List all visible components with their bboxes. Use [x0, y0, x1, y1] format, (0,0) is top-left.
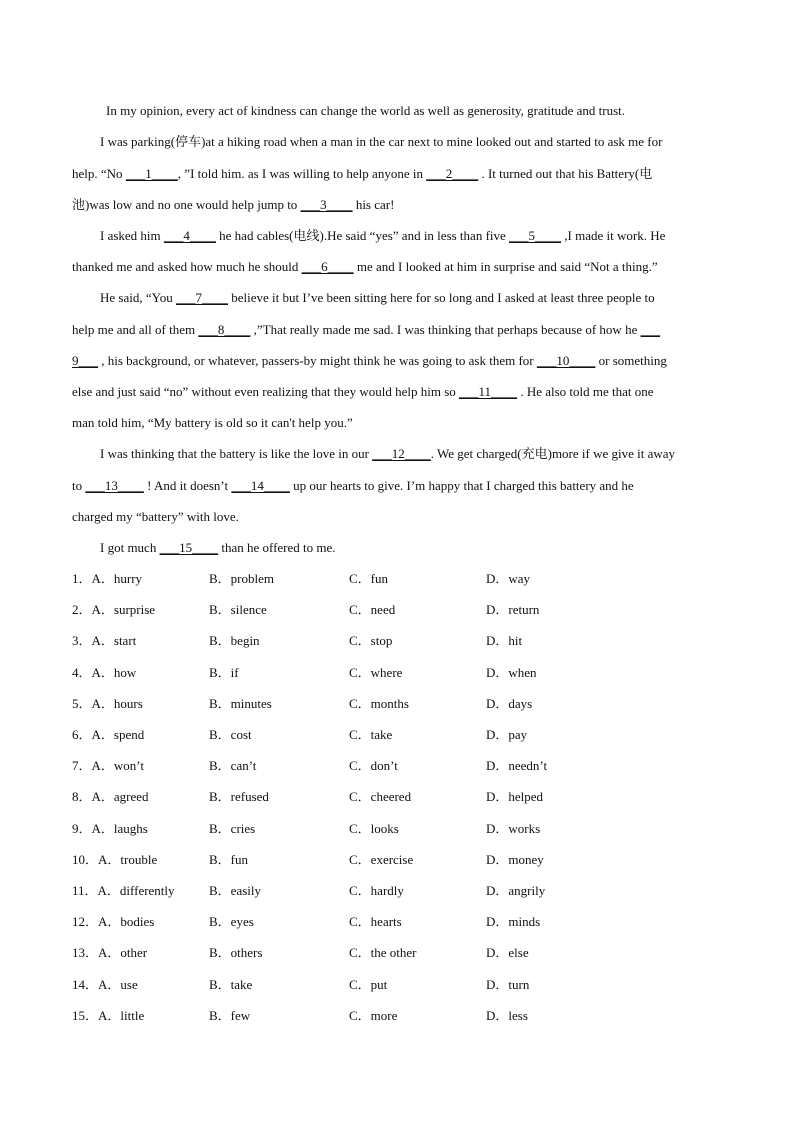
question-11-option-c: [349, 883, 404, 899]
question-6-option-c: [349, 727, 392, 743]
question-number: 9．A．: [72, 821, 114, 836]
question-number: 6．A．: [72, 727, 114, 742]
passage-text: help me and all of them: [72, 322, 199, 337]
question-3-option-d: [486, 633, 522, 649]
question-4-option-b: [209, 665, 239, 681]
question-10-option-d: [486, 852, 544, 868]
passage-text: . It turned out that his Battery(电: [478, 166, 653, 181]
option-text: D．less: [486, 1008, 528, 1023]
passage-line-5: [100, 228, 665, 244]
question-number: 12．A．: [72, 914, 121, 929]
question-12-option-a: [72, 914, 154, 930]
question-3-option-c: [349, 633, 392, 649]
question-number: 15．A．: [72, 1008, 121, 1023]
option-text: C．put: [349, 977, 388, 992]
option-text: D．way: [486, 571, 531, 586]
option-text: C．hearts: [349, 914, 402, 929]
blank-9-start: ___: [640, 322, 661, 337]
question-12-option-d: [486, 914, 540, 930]
passage-text: I asked him: [100, 228, 164, 243]
question-15-option-d: [486, 1008, 528, 1024]
option-text: D．when: [486, 665, 537, 680]
blank-12: ___12____: [372, 446, 431, 461]
option-text: use: [120, 977, 138, 992]
question-12-option-c: [349, 914, 402, 930]
passage-text: believe it but I’ve been sitting here for so long and I asked at least three people to: [227, 290, 655, 305]
option-text: C．cheered: [349, 789, 412, 804]
question-15-option-c: [349, 1008, 397, 1024]
option-text: B．problem: [209, 571, 274, 586]
option-text: D．money: [486, 852, 544, 867]
question-2-option-a: [72, 602, 155, 618]
question-8-option-d: [486, 789, 543, 805]
option-text: D．return: [486, 602, 540, 617]
question-6-option-b: [209, 727, 252, 743]
question-10-option-a: [72, 852, 157, 868]
question-8-option-a: [72, 789, 149, 805]
blank-5: ___5____: [509, 228, 562, 243]
passage-line-2: [100, 134, 662, 150]
option-text: D．angrily: [486, 883, 546, 898]
option-text: C．exercise: [349, 852, 414, 867]
blank-4: ___4____: [163, 228, 216, 243]
option-text: D．days: [486, 696, 533, 711]
option-text: D．pay: [486, 727, 528, 742]
question-number: 10．A．: [72, 852, 121, 867]
question-13-option-c: [349, 945, 417, 961]
option-text: D．helped: [486, 789, 544, 804]
question-1-option-b: [209, 571, 274, 587]
option-text: B．can’t: [209, 758, 257, 773]
blank-10: ___10____: [536, 353, 596, 368]
question-number: 11．A．: [72, 883, 120, 898]
passage-text: ,I made it work. He: [561, 228, 666, 243]
passage-line-4: [72, 197, 394, 213]
passage-line-13: [72, 478, 634, 494]
option-text: B．if: [209, 665, 239, 680]
passage-text: to: [72, 478, 86, 493]
passage-text: than he offered to me.: [218, 540, 336, 555]
passage-text: . We get charged(充电)more if we give it away: [430, 446, 676, 461]
option-text: D．turn: [486, 977, 530, 992]
question-1-option-c: [349, 571, 388, 587]
option-text: B．cries: [209, 821, 256, 836]
question-number: 14．A．: [72, 977, 121, 992]
option-text: C．where: [349, 665, 403, 680]
option-text: B．easily: [209, 883, 261, 898]
question-8-option-c: [349, 789, 411, 805]
option-text: B．fun: [209, 852, 249, 867]
option-text: bodies: [120, 914, 155, 929]
passage-text: else and just said “no” without even realizing that they would help him so: [72, 384, 460, 399]
passage-line-12: [100, 446, 675, 462]
passage-line-6: [72, 259, 658, 275]
question-15-option-a: [72, 1008, 144, 1024]
passage-text: . He also told me that one: [517, 384, 654, 399]
question-number: 4．A．: [72, 665, 114, 680]
question-number: 3．A．: [72, 633, 114, 648]
option-text: C．the other: [349, 945, 417, 960]
passage-text: ,”That really made me sad. I was thinking that perhaps because of how he: [250, 322, 641, 337]
question-5-option-d: [486, 696, 532, 712]
passage-text: help. “No: [72, 166, 126, 181]
question-4-option-a: [72, 665, 136, 681]
question-11-option-a: [72, 883, 175, 899]
blank-11: ___11____: [459, 384, 518, 399]
question-number: 1．A．: [72, 571, 114, 586]
option-text: B．few: [209, 1008, 251, 1023]
passage-line-10: [72, 384, 654, 400]
passage-text: I was parking(停车)at a hiking road when a man in the car next to mine looked out and started to ask me for: [100, 134, 663, 149]
question-5-option-a: [72, 696, 143, 712]
option-text: C．more: [349, 1008, 398, 1023]
passage-text: me and I looked at him in surprise and said “Not a thing.”: [353, 259, 658, 274]
passage-text: or something: [595, 353, 667, 368]
passage-text: charged my “battery” with love.: [72, 509, 239, 524]
blank-13: ___13____: [85, 478, 144, 493]
option-text: start: [113, 633, 137, 648]
option-text: other: [120, 945, 148, 960]
passage-line-15: [100, 540, 336, 556]
passage-text: I was thinking that the battery is like the love in our: [100, 446, 373, 461]
question-11-option-b: [209, 883, 261, 899]
passage-line-14: [72, 509, 239, 525]
question-12-option-b: [209, 914, 254, 930]
question-7-option-c: [349, 758, 398, 774]
question-7-option-b: [209, 758, 256, 774]
question-number: 13．A．: [72, 945, 121, 960]
option-text: hurry: [113, 571, 143, 586]
question-9-option-b: [209, 821, 255, 837]
passage-text: up our hearts to give. I’m happy that I charged this battery and he: [289, 478, 634, 493]
question-number: 5．A．: [72, 696, 114, 711]
option-text: D．works: [486, 821, 541, 836]
question-10-option-c: [349, 852, 413, 868]
question-13-option-b: [209, 945, 262, 961]
option-text: B．begin: [209, 633, 260, 648]
passage-line-1: [106, 103, 625, 119]
option-text: C．don’t: [349, 758, 398, 773]
option-text: C．need: [349, 602, 396, 617]
blank-3: ___3____: [300, 197, 353, 212]
passage-text: thanked me and asked how much he should: [72, 259, 302, 274]
option-text: D．else: [486, 945, 529, 960]
blank-9-end: 9___: [72, 353, 98, 368]
passage-line-9: [72, 353, 667, 369]
option-text: differently: [119, 883, 175, 898]
option-text: B．refused: [209, 789, 269, 804]
passage-text: he had cables(电线).He said “yes” and in less than five: [215, 228, 510, 243]
passage-line-8: [72, 322, 660, 338]
question-14-option-c: [349, 977, 387, 993]
question-4-option-c: [349, 665, 402, 681]
question-9-option-a: [72, 821, 148, 837]
option-text: B．cost: [209, 727, 252, 742]
blank-15: ___15____: [159, 540, 219, 555]
option-text: B．take: [209, 977, 253, 992]
question-9-option-d: [486, 821, 540, 837]
passage-text: his car!: [352, 197, 395, 212]
option-text: won’t: [113, 758, 144, 773]
question-7-option-a: [72, 758, 144, 774]
option-text: D．needn’t: [486, 758, 548, 773]
question-13-option-d: [486, 945, 529, 961]
option-text: trouble: [120, 852, 158, 867]
passage-line-7: [100, 290, 655, 306]
question-8-option-b: [209, 789, 269, 805]
question-9-option-c: [349, 821, 399, 837]
passage-text: , ”I told him. as I was willing to help anyone in: [177, 166, 427, 181]
question-13-option-a: [72, 945, 147, 961]
option-text: laughs: [113, 821, 148, 836]
passage-text: man told him, “My battery is old so it can't help you.”: [72, 415, 353, 430]
option-text: C．looks: [349, 821, 399, 836]
question-7-option-d: [486, 758, 547, 774]
question-3-option-b: [209, 633, 260, 649]
question-15-option-b: [209, 1008, 250, 1024]
passage-text: 池)was low and no one would help jump to: [72, 197, 301, 212]
passage-text: I got much: [100, 540, 160, 555]
option-text: agreed: [113, 789, 149, 804]
blank-14: ___14____: [231, 478, 290, 493]
option-text: C．hardly: [349, 883, 404, 898]
option-text: D．hit: [486, 633, 523, 648]
passage-text: In my opinion, every act of kindness can change the world as well as generosity, gratitude and trust.: [106, 103, 626, 118]
question-6-option-d: [486, 727, 527, 743]
question-number: 7．A．: [72, 758, 114, 773]
question-5-option-b: [209, 696, 272, 712]
blank-1: ___1____: [125, 166, 178, 181]
question-1-option-a: [72, 571, 142, 587]
question-11-option-d: [486, 883, 545, 899]
option-text: B．others: [209, 945, 263, 960]
question-6-option-a: [72, 727, 144, 743]
blank-6: ___6____: [301, 259, 354, 274]
passage-line-3: [72, 166, 652, 182]
question-number: 8．A．: [72, 789, 114, 804]
question-number: 2．A．: [72, 602, 114, 617]
passage-text: , his background, or whatever, passers-by might think he was going to ask them for: [98, 353, 537, 368]
question-4-option-d: [486, 665, 537, 681]
question-3-option-a: [72, 633, 136, 649]
blank-8: ___8____: [198, 322, 251, 337]
passage-text: ! And it doesn’t: [143, 478, 232, 493]
question-2-option-d: [486, 602, 539, 618]
blank-2: ___2____: [426, 166, 479, 181]
option-text: little: [120, 1008, 145, 1023]
option-text: C．take: [349, 727, 393, 742]
option-text: B．minutes: [209, 696, 272, 711]
option-text: C．stop: [349, 633, 393, 648]
option-text: spend: [113, 727, 145, 742]
question-2-option-b: [209, 602, 267, 618]
question-14-option-d: [486, 977, 529, 993]
question-2-option-c: [349, 602, 395, 618]
question-5-option-c: [349, 696, 409, 712]
question-1-option-d: [486, 571, 530, 587]
option-text: surprise: [113, 602, 156, 617]
option-text: hours: [113, 696, 143, 711]
option-text: B．eyes: [209, 914, 254, 929]
option-text: how: [113, 665, 137, 680]
passage-line-11: [72, 415, 353, 431]
blank-7: ___7____: [175, 290, 228, 305]
question-14-option-b: [209, 977, 252, 993]
passage-text: He said, “You: [100, 290, 176, 305]
option-text: C．fun: [349, 571, 389, 586]
option-text: B．silence: [209, 602, 267, 617]
option-text: C．months: [349, 696, 409, 711]
option-text: D．minds: [486, 914, 541, 929]
question-14-option-a: [72, 977, 138, 993]
question-10-option-b: [209, 852, 248, 868]
